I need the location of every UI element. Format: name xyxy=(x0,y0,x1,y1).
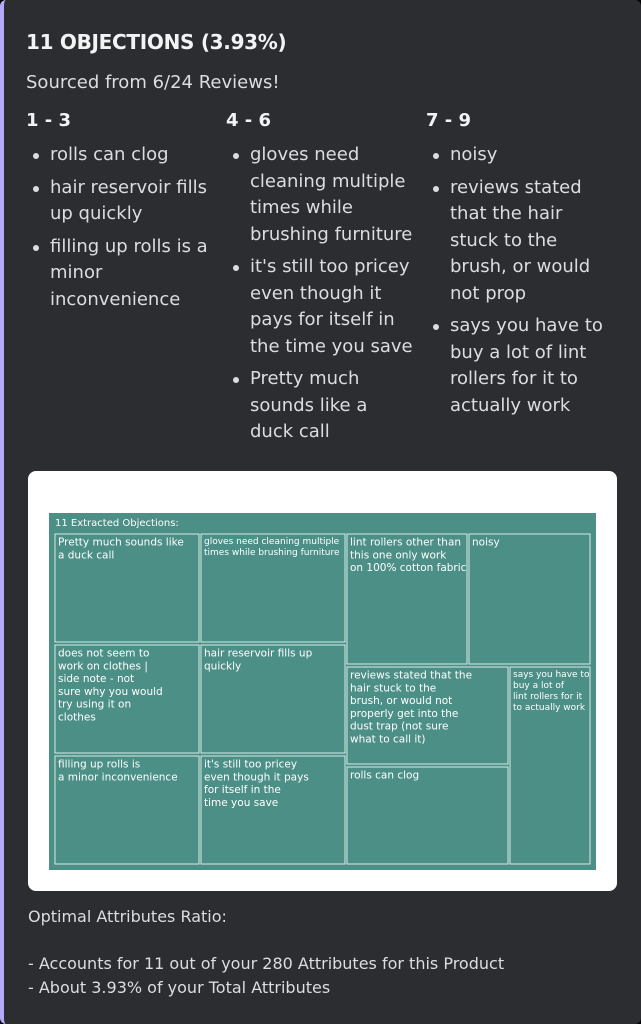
treemap-tile-label: Pretty much sounds like a duck call xyxy=(58,536,184,562)
objection-item: Pretty much sounds like a duck call xyxy=(226,366,416,446)
treemap-tile-label: says you have to buy a lot of lint rollers for it to actually work xyxy=(513,670,590,713)
objection-column-3 xyxy=(426,110,616,425)
footer-block xyxy=(28,905,504,999)
treemap-tile xyxy=(347,767,508,864)
objection-column-1 xyxy=(26,110,216,319)
objection-item: says you have to buy a lot of lint rollers for it to actually work xyxy=(426,313,616,419)
treemap-image[interactable] xyxy=(28,471,617,891)
footer-spacer xyxy=(28,929,504,953)
objection-item: reviews stated that the hair stuck to the brush, or would not prop xyxy=(426,175,616,308)
objection-item: noisy xyxy=(426,142,616,169)
treemap-tile-label: rolls can clog xyxy=(350,769,420,782)
column-heading: 4 - 6 xyxy=(226,110,272,131)
treemap-tile-label: does not seem to work on clothes | side note - not sure why you would try using it on clothes xyxy=(58,647,163,724)
objection-item: gloves need cleaning multiple times while brushing furniture xyxy=(226,142,416,248)
objection-item: hair reservoir fills up quickly xyxy=(26,175,216,228)
column-heading: 7 - 9 xyxy=(426,110,472,131)
column-heading: 1 - 3 xyxy=(26,110,72,131)
footer-heading: Optimal Attributes Ratio: xyxy=(28,907,227,926)
footer-line-2: - About 3.93% of your Total Attributes xyxy=(28,977,331,997)
embed-subtitle: Sourced from 6/24 Reviews! xyxy=(26,72,280,93)
treemap-tile-label: hair reservoir fills up quickly xyxy=(204,647,313,673)
objection-item: filling up rolls is a minor inconvenience xyxy=(26,234,216,314)
objection-item: rolls can clog xyxy=(26,142,216,169)
treemap-tile-label: gloves need cleaning multiple times while brushing furniture xyxy=(204,537,340,558)
treemap-tile-label: noisy xyxy=(472,536,500,549)
treemap-tile-label: reviews stated that the hair stuck to the brush, or would not properly get into the dust trap (not sure what to call it) xyxy=(350,669,473,746)
objection-item: it's still too pricey even though it pays for itself in the time you save xyxy=(226,254,416,360)
treemap-tile-label: filling up rolls is a minor inconvenience xyxy=(58,758,178,784)
treemap-title: 11 Extracted Objections: xyxy=(55,518,179,529)
treemap-tile-label: lint rollers other than this one only work on 100% cotton fabric xyxy=(350,536,467,575)
footer-line-1: - Accounts for 11 out of your 280 Attributes for this Product xyxy=(28,954,505,973)
embed-title: 11 OBJECTIONS (3.93%) xyxy=(26,30,287,54)
objection-column-2 xyxy=(226,110,416,452)
treemap-tile xyxy=(469,534,590,664)
treemap-chart xyxy=(28,471,617,891)
treemap-tile-label: it's still too pricey even though it pays for itself in the time you save xyxy=(204,758,309,809)
